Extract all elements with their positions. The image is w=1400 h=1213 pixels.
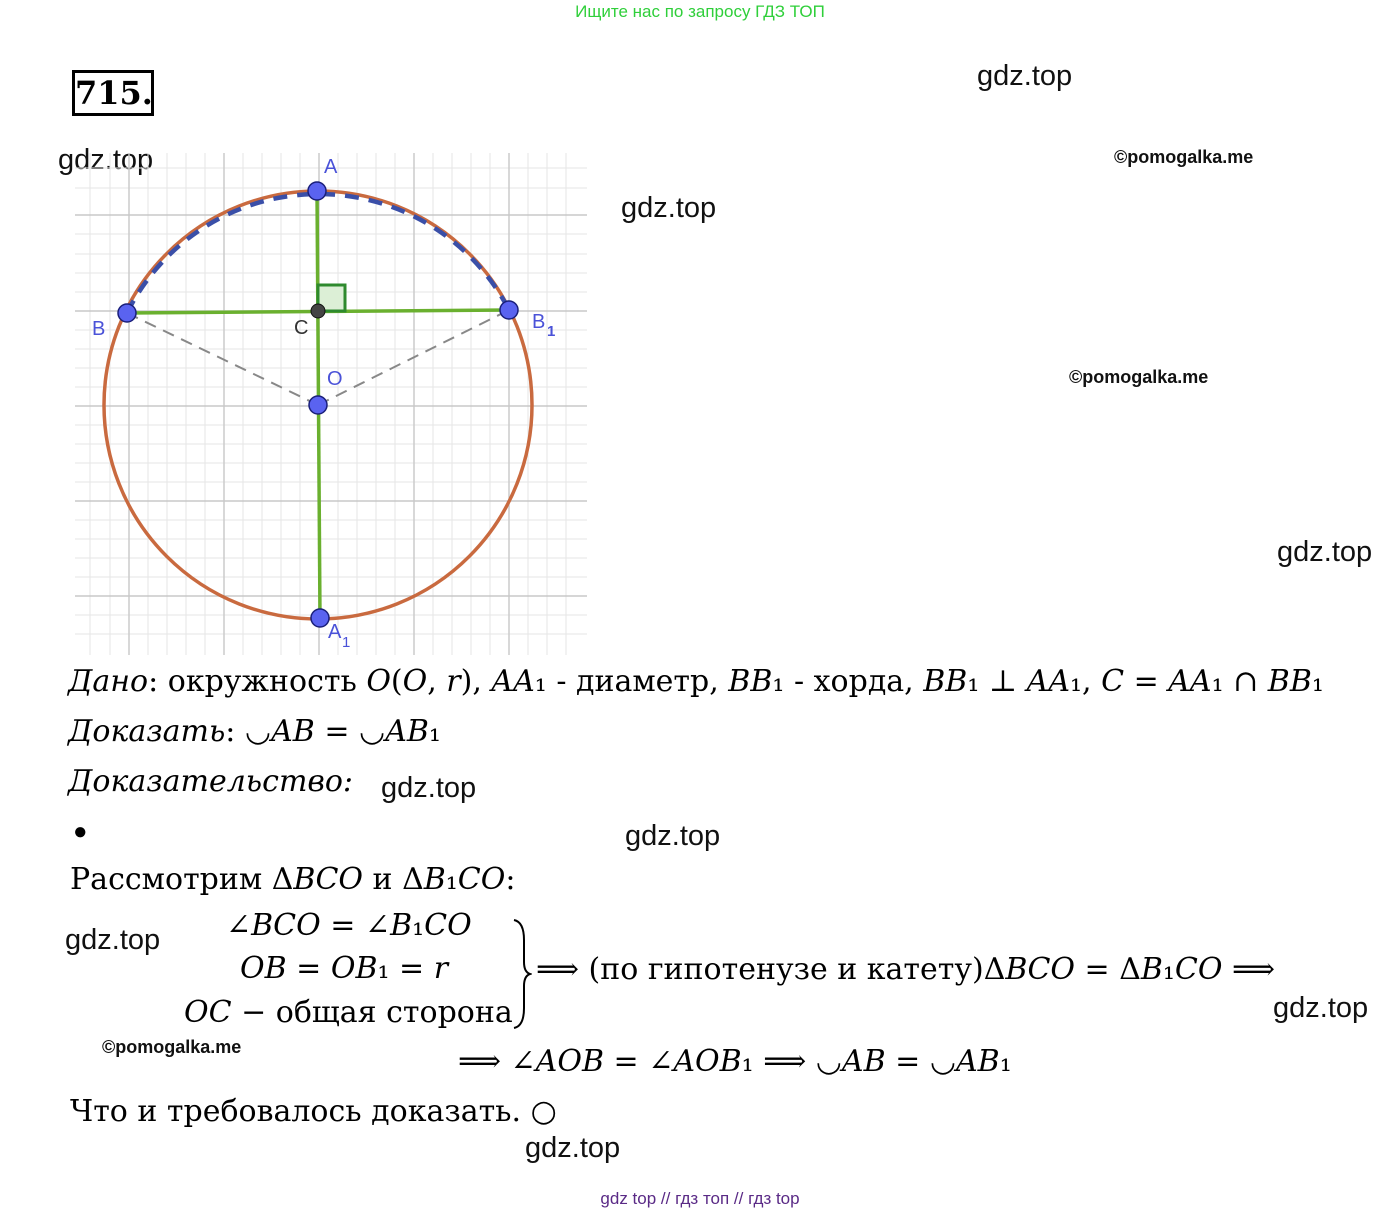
label-b1-sub: 1 (547, 323, 556, 340)
system-line-1: ∠𝐵𝐶𝑂 = ∠𝐵₁𝐶𝑂 (226, 908, 472, 943)
consider-line: Рассмотрим Δ𝐵𝐶𝑂 и Δ𝐵₁𝐶𝑂: (70, 862, 516, 897)
given-line (68, 664, 1324, 699)
label-b: B (92, 318, 106, 340)
watermark-gdz: gdz.top (977, 60, 1073, 92)
given-label: Дано (68, 664, 149, 699)
given-text: : окружность 𝑂(𝑂, 𝑟), 𝐴𝐴₁ - диаметр, 𝐵𝐵₁ - хорда, 𝐵𝐵₁ ⊥ 𝐴𝐴₁, 𝐶 = 𝐴𝐴₁ ∩ 𝐵𝐵₁ (148, 664, 1324, 699)
grid-major (75, 153, 587, 655)
right-brace (510, 918, 532, 1030)
circle-diagram (70, 148, 590, 660)
watermark-pomogalka: ©pomogalka.me (102, 1037, 242, 1057)
system-line-2: 𝑂𝐵 = 𝑂𝐵₁ = 𝑟 (240, 951, 449, 986)
label-a: A (324, 156, 338, 178)
watermark-gdz: gdz.top (381, 772, 477, 804)
label-b1: B (532, 311, 546, 333)
point-c[interactable] (311, 304, 325, 318)
prove-line (68, 714, 441, 749)
watermark-gdz: gdz.top (1277, 536, 1373, 568)
point-a1[interactable] (311, 609, 329, 627)
point-b1[interactable] (500, 301, 518, 319)
radius-ob (127, 313, 318, 405)
watermark-gdz: gdz.top (1273, 992, 1369, 1024)
watermark-gdz: gdz.top (58, 144, 154, 176)
watermark-gdz: gdz.top (65, 924, 161, 956)
system-conclusion: ⟹ (по гипотенузе и катету)Δ𝐵𝐶𝑂 = Δ𝐵₁𝐶𝑂 ⟹ (536, 952, 1276, 987)
watermark-gdz: gdz.top (625, 820, 721, 852)
point-b[interactable] (118, 304, 136, 322)
top-banner[interactable]: Ищите нас по запросу ГДЗ ТОП (575, 2, 825, 21)
watermark-gdz: gdz.top (525, 1132, 621, 1164)
prove-label: Доказать (68, 714, 226, 749)
qed-line: Что и требовалось доказать. ○ (70, 1094, 557, 1129)
problem-number: 715. (72, 70, 154, 116)
result-line: ⟹ ∠𝐴𝑂𝐵 = ∠𝐴𝑂𝐵₁ ⟹ ◡𝐴𝐵 = ◡𝐴𝐵₁ (458, 1044, 1012, 1079)
label-c: C (294, 317, 309, 339)
point-o[interactable] (309, 396, 327, 414)
proof-label: Доказательство: (68, 764, 354, 799)
point-a[interactable] (308, 182, 326, 200)
system-line-3: 𝑂𝐶 − общая сторона (184, 995, 513, 1030)
label-a1: A (328, 621, 342, 643)
footer-links[interactable]: gdz top // гдз топ // гдз top (600, 1189, 800, 1208)
prove-text: : ◡𝐴𝐵 = ◡𝐴𝐵₁ (225, 714, 441, 749)
grid (75, 153, 587, 655)
watermark-pomogalka: ©pomogalka.me (1114, 147, 1254, 167)
watermark-pomogalka: ©pomogalka.me (1069, 367, 1209, 387)
label-o: O (327, 368, 343, 390)
label-a1-sub: 1 (342, 634, 351, 651)
bullet: ● (73, 818, 88, 845)
watermark-gdz: gdz.top (621, 192, 717, 224)
